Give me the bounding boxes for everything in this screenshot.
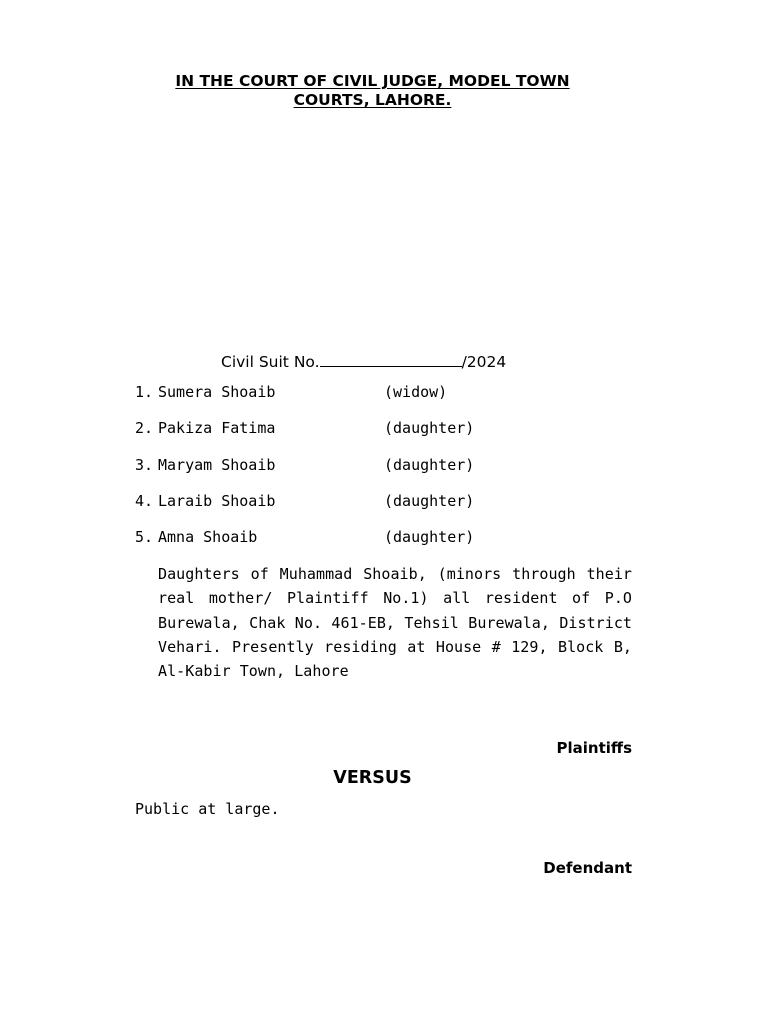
- plaintiff-number: 1.: [135, 383, 154, 401]
- civil-suit-label: Civil Suit No.: [221, 353, 320, 371]
- plaintiff-relation: (daughter): [384, 528, 475, 546]
- plaintiff-name: Pakiza Fatima: [158, 419, 276, 437]
- plaintiff-number: 5.: [135, 528, 154, 546]
- plaintiff-relation: (daughter): [384, 456, 475, 474]
- plaintiffs-description: Daughters of Muhammad Shoaib, (minors through their real mother/ Plaintiff No.1) all resident of P.O Burewala, Chak No. 461-EB, Tehsil Burewala, District Vehari. Presently residing at House # 129, Block B, Al-Kabir Town, Lahore: [158, 565, 632, 681]
- plaintiff-name: Sumera Shoaib: [158, 383, 276, 401]
- plaintiff-number: 4.: [135, 492, 154, 510]
- suit-year: /2024: [461, 353, 507, 371]
- plaintiff-relation: (daughter): [384, 492, 475, 510]
- civil-suit-number-line: [221, 352, 506, 372]
- plaintiff-relation: (widow): [384, 383, 448, 401]
- plaintiff-relation: (daughter): [384, 419, 475, 437]
- plaintiff-name: Maryam Shoaib: [158, 456, 276, 474]
- court-heading-line-2: COURTS, LAHORE.: [293, 91, 452, 109]
- plaintiff-number: 2.: [135, 419, 154, 437]
- suit-number-blank: [320, 352, 462, 367]
- plaintiff-name: Amna Shoaib: [158, 528, 258, 546]
- plaintiffs-label: Plaintiffs: [556, 739, 632, 757]
- plaintiff-name: Laraib Shoaib: [158, 492, 276, 510]
- plaintiff-number: 3.: [135, 456, 154, 474]
- defendant-description: Public at large.: [135, 800, 280, 818]
- court-heading-line-1: IN THE COURT OF CIVIL JUDGE, MODEL TOWN: [175, 72, 570, 90]
- versus-heading: VERSUS: [333, 768, 412, 788]
- defendant-label: Defendant: [543, 859, 632, 877]
- court-heading: [140, 72, 605, 110]
